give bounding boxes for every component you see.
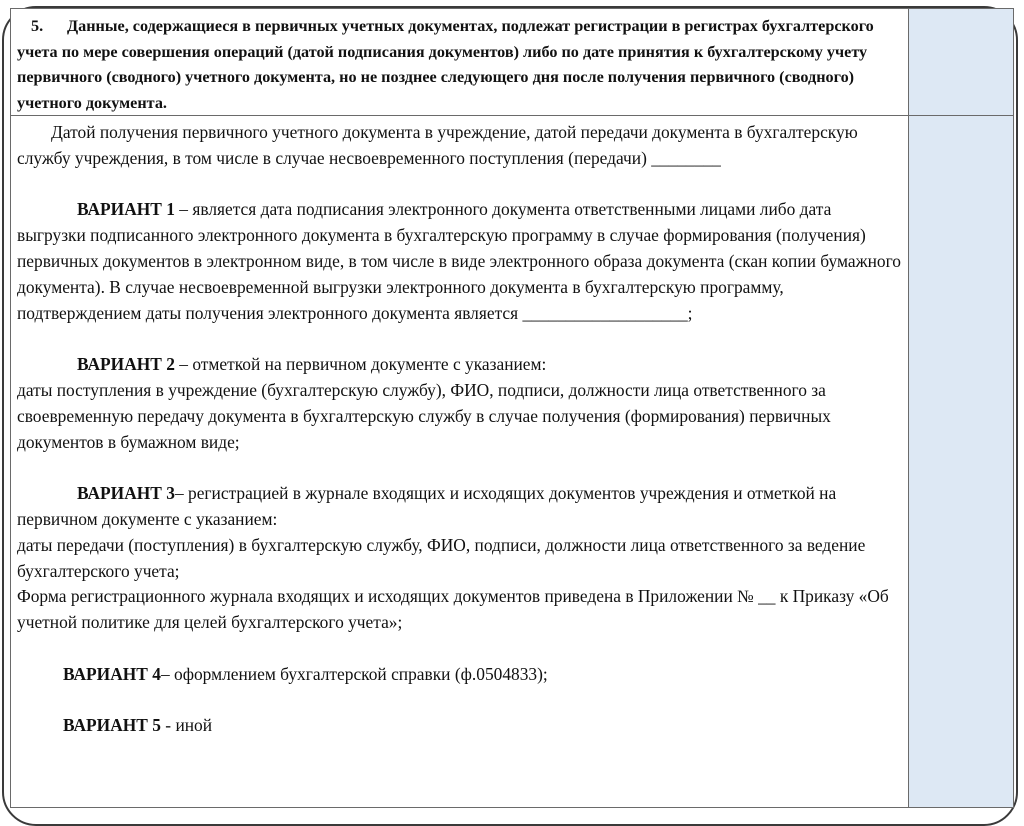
section-header-cell bbox=[11, 9, 909, 115]
variant-1-paragraph bbox=[17, 197, 902, 326]
variant-2-paragraph bbox=[17, 352, 902, 378]
section-title: Данные, содержащиеся в первичных учетных документах, подлежат регистрации в регистрах бухгалтерского учета по мере совершения операций (датой подписания документов) либо по дате принятия к бухгалтерскому учету первичного (сводного) учетного документа, но не позднее следующего дня после получения первичного (сводного) учетного документа. bbox=[17, 17, 874, 112]
variant-1-text: – является дата подписания электронного документа ответственными лицами либо дата выгрузки подписанного электронного документа в бухгалтерскую программу в случае формирования (получения) первичных документов в электронном виде, в том числе в виде электронного образа документа (скан копии бумажного документа). В случае несвоевременной выгрузки электронного документа в бухгалтерскую программу, подтверждением даты получения электронного документа является ___________________; bbox=[17, 199, 901, 323]
side-column-body bbox=[909, 116, 1013, 807]
variant-4-label: ВАРИАНТ 4 bbox=[63, 663, 161, 684]
variant-2-label: ВАРИАНТ 2 bbox=[77, 354, 175, 375]
variant-5-label: ВАРИАНТ 5 bbox=[63, 715, 161, 736]
variant-2-text: – отметкой на первичном документе с указанием: bbox=[174, 354, 547, 375]
variant-3-paragraph bbox=[17, 481, 902, 533]
intro-paragraph: Датой получения первичного учетного документа в учреждение, датой передачи документа в бухгалтерскую службу учреждения, в том числе в случае несвоевременного поступления (передачи) ________ bbox=[17, 122, 858, 168]
variant-4-text: – оформлением бухгалтерской справки (ф.0504833); bbox=[160, 663, 548, 684]
variant-3-label: ВАРИАНТ 3 bbox=[77, 483, 175, 504]
variant-5-paragraph bbox=[17, 713, 902, 739]
document-table bbox=[10, 8, 1014, 808]
side-column-header bbox=[909, 9, 1013, 115]
section-body-row bbox=[11, 116, 1013, 807]
variant-1-label: ВАРИАНТ 1 bbox=[77, 199, 175, 220]
variant-4-paragraph bbox=[17, 662, 902, 688]
variant-5-text: - иной bbox=[160, 715, 213, 736]
variant-3-details: даты передачи (поступления) в бухгалтерскую службу, ФИО, подписи, должности лица ответственного за ведение бухгалтерского учета; bbox=[17, 534, 866, 581]
section-header-row bbox=[11, 9, 1013, 116]
variant-3-text: – регистрацией в журнале входящих и исходящих документов учреждения и отметкой на первичном документе с указанием: bbox=[17, 483, 837, 529]
section-number: 5. bbox=[31, 17, 44, 35]
section-body-cell bbox=[11, 116, 909, 807]
variant-3-journal-note: Форма регистрационного журнала входящих и исходящих документов приведена в Приложении № __ к Приказу «Об учетной политике для целей бухгалтерского учета»; bbox=[17, 586, 889, 633]
variant-2-details: даты поступления в учреждение (бухгалтерскую службу), ФИО, подписи, должности лица ответственного за своевременную передачу документа в бухгалтерскую службу в случае получения (формирования) первичных документов в бумажном виде; bbox=[17, 379, 831, 452]
